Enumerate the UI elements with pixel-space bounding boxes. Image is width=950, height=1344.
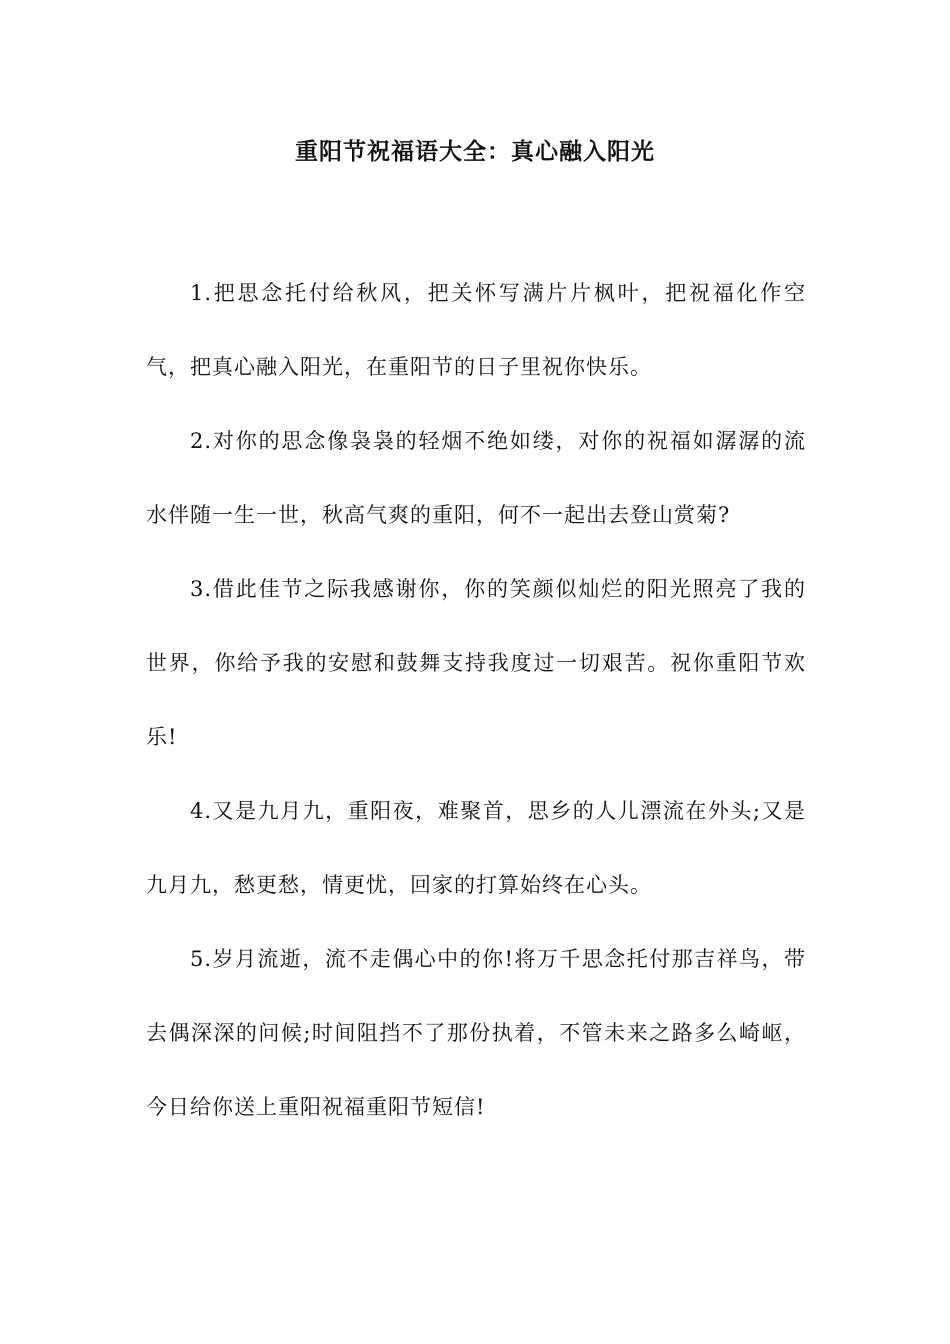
paragraph-3: 3.借此佳节之际我感谢你，你的笑颜似灿烂的阳光照亮了我的世界，你给予我的安慰和鼓舞支持我度过一切艰苦。祝你重阳节欢乐!: [146, 577, 806, 749]
paragraph-2: 2.对你的思念像袅袅的轻烟不绝如缕，对你的祝福如潺潺的流水伴随一生一世，秋高气爽的重阳，何不一起出去登山赏菊?: [146, 429, 806, 527]
document-body: [146, 256, 806, 1144]
document-title: 重阳节祝福语大全：真心融入阳光: [295, 139, 655, 165]
paragraph-5: 5.岁月流逝，流不走偶心中的你!将万千思念托付那吉祥鸟，带去偶深深的问候;时间阻挡不了那份执着，不管未来之路多么崎岖，今日给你送上重阳祝福重阳节短信!: [146, 947, 806, 1119]
paragraph-4: 4.又是九月九，重阳夜，难聚首，思乡的人儿漂流在外头;又是九月九，愁更愁，情更忧，回家的打算始终在心头。: [146, 799, 806, 897]
paragraph-1: 1.把思念托付给秋风，把关怀写满片片枫叶，把祝福化作空气，把真心融入阳光，在重阳节的日子里祝你快乐。: [146, 281, 806, 379]
